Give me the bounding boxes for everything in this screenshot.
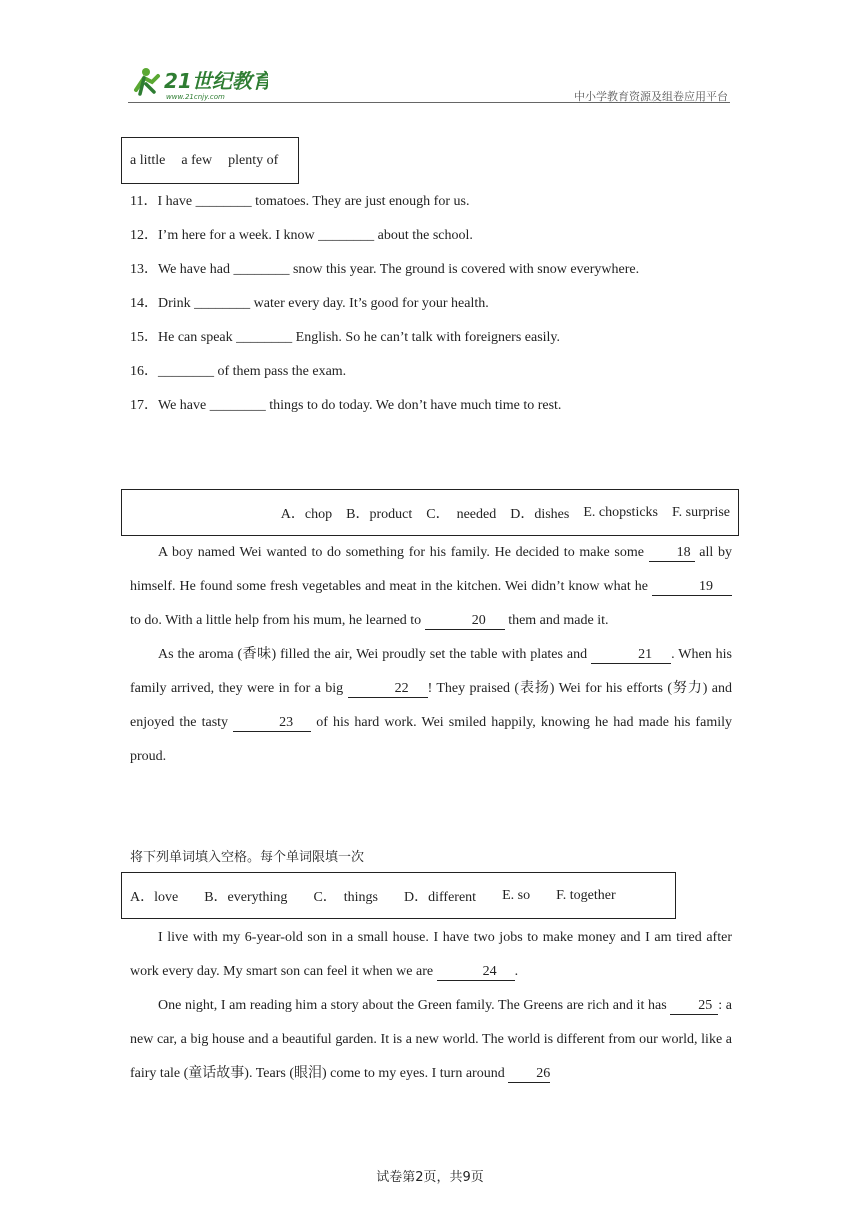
- word-option: A．love: [130, 889, 179, 905]
- blank-25[interactable]: 25: [670, 998, 718, 1015]
- question-17: [130, 396, 561, 416]
- word-option: a few: [181, 152, 213, 168]
- blank-18[interactable]: 18: [649, 545, 695, 562]
- word-option: D．dishes: [510, 506, 570, 522]
- blank-19[interactable]: 19: [652, 579, 732, 596]
- word-box-1: [121, 137, 299, 184]
- word-option: B．everything: [204, 889, 288, 905]
- question-text: about the school.: [374, 228, 473, 243]
- answer-blank[interactable]: ________: [318, 228, 375, 243]
- word-option: C． needed: [426, 506, 497, 522]
- passage-text: them and made it.: [504, 613, 609, 628]
- blank-24[interactable]: 24: [437, 964, 515, 981]
- word-box-3: [121, 872, 676, 919]
- answer-blank[interactable]: ________: [158, 364, 214, 379]
- answer-blank[interactable]: ________: [194, 296, 251, 311]
- passage-text: . When his family arrived, they were in for a big: [130, 647, 732, 696]
- question-text: English. So he can’t talk with foreigners easily.: [292, 330, 561, 345]
- word-option: plenty of: [228, 152, 279, 168]
- word-option: F. surprise: [672, 504, 730, 520]
- question-text: We have had: [158, 262, 234, 277]
- answer-blank[interactable]: ________: [236, 330, 293, 345]
- logo-text: 21世纪教育: [164, 69, 268, 93]
- question-text: things to do today. We don’t have much time to rest.: [265, 398, 562, 413]
- passage-text: to do. With a little help from his mum, he learned to: [130, 613, 425, 628]
- passage-paragraph: [130, 921, 732, 989]
- passage-text: of his hard work. Wei smiled happily, knowing he had made his family proud.: [130, 715, 732, 764]
- blank-22[interactable]: 22: [348, 681, 428, 698]
- word-box-2: [121, 489, 739, 536]
- site-logo: [128, 64, 268, 102]
- question-text: tomatoes. They are just enough for us.: [251, 194, 470, 209]
- word-option: F. together: [556, 887, 616, 903]
- question-text: Drink: [158, 296, 195, 311]
- question-number: 12．: [130, 228, 158, 243]
- blank-21[interactable]: 21: [591, 647, 671, 664]
- page-number: 试卷第2页，共9页: [376, 1170, 484, 1185]
- word-option: C． things: [313, 889, 379, 905]
- header-divider: [128, 102, 730, 103]
- question-number: 17．: [130, 398, 158, 413]
- question-number: 16．: [130, 364, 158, 379]
- passage-text: .: [514, 964, 519, 979]
- question-16: [130, 362, 346, 382]
- passage-paragraph: [130, 989, 732, 1091]
- word-option: B．product: [346, 506, 413, 522]
- blank-26[interactable]: 26: [508, 1066, 550, 1083]
- platform-name: 中小学教育资源及组卷应用平台: [574, 90, 728, 103]
- blank-20[interactable]: 20: [425, 613, 505, 630]
- word-option: D．different: [404, 889, 477, 905]
- passage-2: [130, 921, 732, 1091]
- passage-paragraph: [130, 638, 732, 774]
- question-text: water every day. It’s good for your health.: [250, 296, 489, 311]
- passage-text: ! They praised (表扬) Wei for his efforts (努力) and enjoyed the tasty: [130, 681, 733, 730]
- logo-url: www.21cnjy.com: [166, 93, 225, 101]
- passage-text: A boy named Wei wanted to do something for his family. He decided to make some: [158, 545, 649, 560]
- passage-paragraph: [130, 536, 732, 638]
- answer-blank[interactable]: ________: [195, 194, 252, 209]
- question-11: [130, 192, 469, 212]
- question-text: He can speak: [158, 330, 237, 345]
- question-number: 14．: [130, 296, 158, 311]
- question-number: 15．: [130, 330, 158, 345]
- word-option: E. chopsticks: [583, 504, 658, 520]
- question-number: 13．: [130, 262, 158, 277]
- question-15: [130, 328, 560, 348]
- question-text: I have: [157, 194, 196, 209]
- passage-1: [130, 536, 732, 774]
- passage-text: I live with my 6-year-old son in a small house. I have two jobs to make money and I am tired after work every day. My smart son can feel it when we are: [130, 930, 732, 979]
- answer-blank[interactable]: ________: [209, 398, 266, 413]
- section-instruction: 将下列单词填入空格。每个单词限填一次: [130, 850, 365, 865]
- passage-text: One night, I am reading him a story about the Green family. The Greens are rich and it has: [158, 998, 671, 1013]
- answer-blank[interactable]: ________: [233, 262, 290, 277]
- question-12: [130, 226, 473, 246]
- word-option: A．chop: [280, 506, 333, 522]
- question-number: 11．: [130, 194, 158, 209]
- question-text: We have: [158, 398, 210, 413]
- question-text: snow this year. The ground is covered with snow everywhere.: [289, 262, 640, 277]
- blank-23[interactable]: 23: [233, 715, 311, 732]
- runner-logo-icon: [128, 64, 268, 102]
- question-text: I’m here for a week. I know: [158, 228, 319, 243]
- question-13: [130, 260, 639, 280]
- passage-text: As the aroma (香味) filled the air, Wei proudly set the table with plates and: [158, 647, 592, 662]
- passage-text: : a new car, a big house and a beautiful garden. It is a new world. The world is different from our world, like a fairy tale (童话故事). Tears (眼泪) come to my eyes. I turn around: [130, 998, 733, 1081]
- passage-text: all by himself. He found some fresh vegetables and meat in the kitchen. Wei didn’t know what he: [130, 545, 732, 594]
- question-text: of them pass the exam.: [214, 364, 347, 379]
- word-option: E. so: [502, 887, 531, 903]
- question-14: [130, 294, 489, 314]
- word-option: a little: [130, 152, 166, 168]
